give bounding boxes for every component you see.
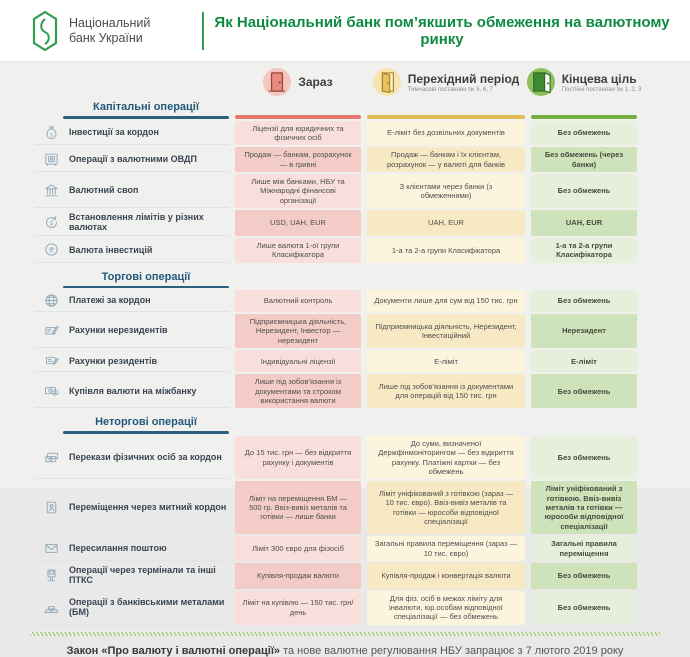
column-header-label: Зараз bbox=[298, 75, 333, 89]
section-title-underline bbox=[63, 286, 229, 289]
section-title-underline bbox=[63, 116, 229, 119]
now-column-bar bbox=[235, 115, 361, 119]
row-label-text: Перекази фізичних осіб за кордон bbox=[69, 451, 222, 462]
closed-door-icon bbox=[263, 68, 291, 96]
cell-goal: Без обмежень bbox=[531, 591, 637, 625]
money-bag-icon bbox=[43, 124, 60, 141]
cell-trans: Загальні правила переміщення (зараз — 10 тис. євро) bbox=[367, 536, 525, 561]
nonresident-account-icon bbox=[43, 322, 60, 339]
cell-trans: UAH, EUR bbox=[367, 210, 525, 236]
section-bar-cell bbox=[367, 271, 525, 289]
row-label bbox=[35, 591, 229, 625]
cell-now: Ліміт на купівлю — 150 тис. грн/день bbox=[235, 591, 361, 625]
row-label bbox=[35, 350, 229, 372]
cell-trans: Підприємницька діяльність, Нерезидент, Інвестиційний bbox=[367, 314, 525, 348]
cell-goal: Е-ліміт bbox=[531, 350, 637, 372]
cell-goal: Без обмежень bbox=[531, 563, 637, 589]
cell-now: Підприємницька діяльність, Нерезидент, Інвестор — нерезидент bbox=[235, 314, 361, 348]
footer-text bbox=[30, 645, 660, 657]
hatch-divider bbox=[30, 632, 660, 636]
cell-trans: Документи лише для сум від 150 тис. грн bbox=[367, 290, 525, 312]
nbu-logo-icon bbox=[30, 10, 60, 52]
row-label bbox=[35, 290, 229, 312]
goal-column-bar bbox=[531, 115, 637, 119]
footer-law-title: Закон «Про валюту і валютні операції» bbox=[66, 644, 281, 657]
banknotes-icon bbox=[43, 449, 60, 466]
section-bar-cell bbox=[367, 416, 525, 434]
cell-goal: Без обмежень (через банки) bbox=[531, 147, 637, 172]
metal-bars-icon bbox=[43, 599, 60, 616]
cell-now: Лише між банками, НБУ та Міжнародні фінансові організації bbox=[235, 174, 361, 208]
currency-purchase-icon bbox=[43, 382, 60, 399]
section-title-text: Капітальні операції bbox=[93, 101, 199, 113]
section-title-underline bbox=[63, 431, 229, 434]
cell-now: Продаж — банкам, розрахунок — в гривні bbox=[235, 147, 361, 172]
cell-trans: Ліміт уніфікований з готівкою (зараз — 10 тис. євро). Ввіз-вивіз металів та готівки — юрособи відповідної спеціалізації bbox=[367, 481, 525, 534]
row-label bbox=[35, 563, 229, 589]
customs-document-icon bbox=[43, 499, 60, 516]
nbu-logo-text bbox=[69, 16, 150, 46]
logo-line2: банк України bbox=[69, 30, 143, 45]
hryvnia-circle-icon bbox=[43, 241, 60, 258]
row-label bbox=[35, 121, 229, 146]
cell-trans: До суми, визначеної Держфінмоніторингом — без відкриття рахунку. Платіжні картки — без обмежень bbox=[367, 436, 525, 480]
ajar-door-icon bbox=[373, 68, 401, 96]
row-label-text: Операції через термінали та інші ПТКС bbox=[69, 564, 216, 586]
section-title-text: Торгові операції bbox=[101, 270, 191, 283]
cell-trans: З клієнтами через банки (з обмеженнями) bbox=[367, 174, 525, 208]
envelope-icon bbox=[43, 540, 60, 557]
cell-now: Індивідуальні ліцензії bbox=[235, 350, 361, 372]
cell-trans: Купівля-продаж і конвертація валюти bbox=[367, 563, 525, 589]
cell-trans: 1-а та 2-а групи Класифікатора bbox=[367, 238, 525, 263]
cell-now: Валютний контроль bbox=[235, 290, 361, 312]
cell-goal: UAH, EUR bbox=[531, 210, 637, 236]
header bbox=[0, 0, 690, 62]
cell-now: Лише валюта 1-ої групи Класифікатора bbox=[235, 238, 361, 263]
column-header-text bbox=[298, 75, 332, 89]
cell-now: Ліцензії для юридичних та фізичних осіб bbox=[235, 121, 361, 146]
cell-trans: Для фіз. осіб в межах ліміту для інвалюти, юр.особам відповідної спеціалізації — без обмежень bbox=[367, 591, 525, 625]
row-label-text: Рахунки резидентів bbox=[69, 355, 158, 366]
cell-goal: Ліміт уніфікований з готівкою. Ввіз-вивіз металів та готівки — юрособи відповідної спеціалізації bbox=[531, 481, 637, 534]
section-bar-cell bbox=[531, 101, 637, 119]
cell-goal: Без обмежень bbox=[531, 174, 637, 208]
row-label-text: Операції з банківськими металами (БМ) bbox=[69, 596, 225, 618]
cell-now: Ліміт на переміщення БМ — 500 гр. Ввіз-вивіз металів та готівки — лише банки bbox=[235, 481, 361, 534]
logo-line1: Національний bbox=[69, 15, 151, 30]
row-label bbox=[35, 147, 229, 172]
cell-now: Лише під зобов’язання із документами та строком використання валюти bbox=[235, 374, 361, 408]
row-label-text: Валютний своп bbox=[69, 185, 139, 196]
column-header-goal bbox=[531, 67, 642, 97]
column-header-subtitle: Постійні постанови № 1, 2, 3 bbox=[561, 86, 642, 93]
row-label-text: Операції з валютними ОВДП bbox=[69, 153, 197, 164]
safe-icon bbox=[43, 151, 60, 168]
section-title-text: Неторгові операції bbox=[95, 416, 197, 429]
cell-goal: Загальні правила переміщення bbox=[531, 536, 637, 561]
nbu-logo-block bbox=[30, 10, 198, 52]
row-label bbox=[35, 314, 229, 348]
row-label bbox=[35, 374, 229, 408]
cell-trans: Е-ліміт без дозвільних документів bbox=[367, 121, 525, 146]
header-divider bbox=[202, 12, 204, 50]
row-label-text: Валюта інвестицій bbox=[69, 244, 153, 255]
row-label-text: Інвестиції за кордон bbox=[69, 127, 159, 138]
section-title-3 bbox=[35, 416, 229, 434]
section-bar-cell bbox=[235, 416, 361, 434]
column-header-text bbox=[562, 72, 642, 93]
section-bar-cell bbox=[531, 416, 637, 434]
section-bar-cell bbox=[367, 101, 525, 119]
cell-goal: Без обмежень bbox=[531, 121, 637, 146]
section-bar-cell bbox=[235, 271, 361, 289]
resident-account-icon bbox=[43, 352, 60, 369]
footer bbox=[30, 632, 660, 657]
cell-now: USD, UAH, EUR bbox=[235, 210, 361, 236]
cell-trans: Продаж — банкам і їх клієнтам, розрахунок — у валюті для банків bbox=[367, 147, 525, 172]
svg-text:$: $ bbox=[49, 219, 54, 227]
column-header-subtitle: Тимчасові постанови № 5, 6, 7 bbox=[407, 86, 493, 93]
section-title-1 bbox=[35, 101, 229, 119]
column-header-trans bbox=[367, 67, 525, 97]
row-label-text: Встановлення лімітів у різних валютах bbox=[69, 212, 204, 233]
column-header-label: Перехідний період bbox=[407, 71, 520, 86]
terminal-icon bbox=[43, 567, 60, 584]
globe-icon bbox=[43, 292, 60, 309]
row-label bbox=[35, 174, 229, 208]
footer-law-rest: та нове валютне регулювання НБУ запрацює з 7 лютого 2019 року bbox=[280, 644, 624, 657]
page-title: Як Національний банк пом’якшить обмеження на валютному ринку bbox=[214, 13, 670, 48]
cell-goal: Без обмежень bbox=[531, 290, 637, 312]
door-row-spacer bbox=[35, 67, 229, 97]
cell-goal: Без обмежень bbox=[531, 436, 637, 480]
row-label-text: Платежі за кордон bbox=[69, 295, 151, 306]
currency-limits-icon bbox=[43, 214, 60, 231]
cell-now: Купівля-продаж валюти bbox=[235, 563, 361, 589]
cell-now: До 15 тис. грн — без відкриття рахунку і документів bbox=[235, 436, 361, 480]
cell-trans: Е-ліміт bbox=[367, 350, 525, 372]
table bbox=[35, 67, 673, 625]
open-door-icon bbox=[527, 68, 555, 96]
svg-text:$: $ bbox=[49, 132, 54, 139]
row-label bbox=[35, 481, 229, 534]
cell-trans: Лише під зобов’язання із документами для операцій від 150 тис. грн bbox=[367, 374, 525, 408]
row-label-text: Купівля валюти на міжбанку bbox=[69, 385, 197, 396]
cell-goal: Без обмежень bbox=[531, 374, 637, 408]
cell-goal: Нерезидент bbox=[531, 314, 637, 348]
row-label bbox=[35, 536, 229, 561]
row-label-text: Рахунки нерезидентів bbox=[69, 325, 168, 336]
cell-goal: 1-а та 2-а групи Класифікатора bbox=[531, 238, 637, 263]
svg-text:₴: ₴ bbox=[48, 245, 55, 255]
row-label bbox=[35, 238, 229, 263]
row-label-text: Пересилання поштою bbox=[69, 542, 167, 553]
row-label bbox=[35, 210, 229, 236]
column-header-label: Кінцева ціль bbox=[561, 71, 637, 86]
column-header-now bbox=[235, 67, 361, 97]
row-label bbox=[35, 436, 229, 480]
section-bar-cell bbox=[531, 271, 637, 289]
bank-columns-icon bbox=[43, 182, 60, 199]
section-title-2 bbox=[35, 271, 229, 289]
column-header-text bbox=[408, 72, 519, 93]
section-bar-cell bbox=[235, 101, 361, 119]
trans-column-bar bbox=[367, 115, 525, 119]
row-label-text: Переміщення через митний кордон bbox=[69, 502, 227, 513]
cell-now: Ліміт 300 євро для фізосіб bbox=[235, 536, 361, 561]
